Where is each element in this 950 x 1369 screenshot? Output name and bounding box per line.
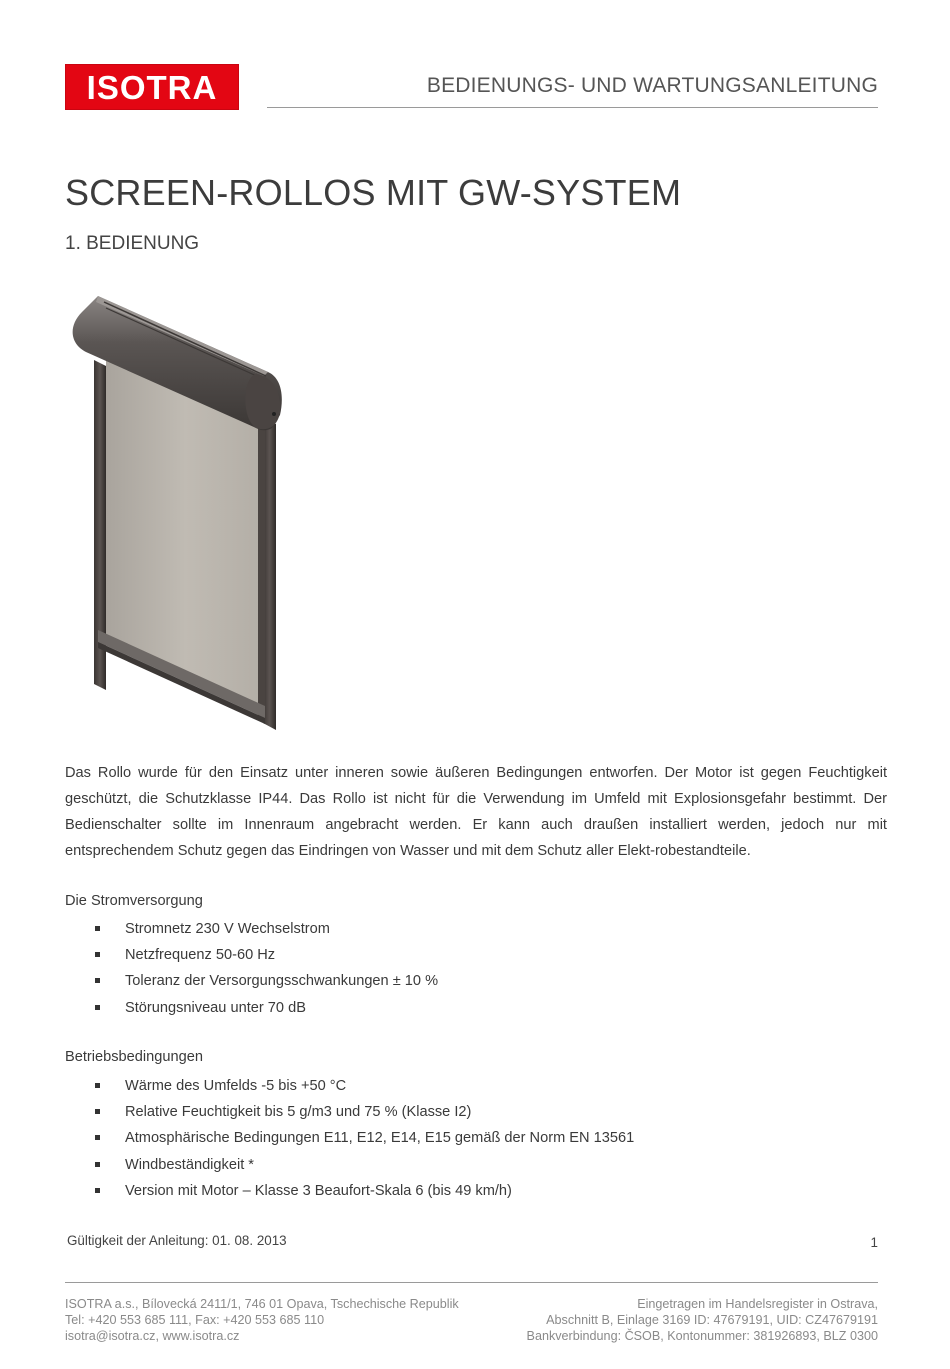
bullet-icon <box>95 926 100 931</box>
list-item: Atmosphärische Bedingungen E11, E12, E14, E15 gemäß der Norm EN 13561 <box>95 1125 855 1151</box>
list-item: Version mit Motor – Klasse 3 Beaufort-Skala 6 (bis 49 km/h) <box>95 1178 855 1204</box>
company-address <box>65 1296 459 1344</box>
list-item: Stromnetz 230 V Wechselstrom <box>95 916 855 942</box>
bullet-icon <box>95 1083 100 1088</box>
validity-date: Gültigkeit der Anleitung: 01. 08. 2013 <box>67 1233 287 1248</box>
roller-blind-image <box>60 290 290 735</box>
list-item: Toleranz der Versorgungsschwankungen ± 10 % <box>95 968 855 994</box>
footer-line: Eingetragen im Handelsregister in Ostrava, <box>637 1297 878 1311</box>
bullet-icon <box>95 1005 100 1010</box>
bullet-icon <box>95 1109 100 1114</box>
list-item: Windbeständigkeit * <box>95 1152 855 1178</box>
list-item: Netzfrequenz 50-60 Hz <box>95 942 855 968</box>
footer-line: isotra@isotra.cz, www.isotra.cz <box>65 1329 240 1343</box>
list-item: Störungsniveau unter 70 dB <box>95 995 855 1021</box>
header-divider <box>267 107 878 108</box>
operating-conditions-heading: Betriebsbedingungen <box>65 1049 203 1065</box>
page-number: 1 <box>870 1235 878 1250</box>
bullet-icon <box>95 978 100 983</box>
bullet-icon <box>95 1135 100 1140</box>
bullet-icon <box>95 952 100 957</box>
footer-divider <box>65 1282 878 1283</box>
list-item: Wärme des Umfelds -5 bis +50 °C <box>95 1073 855 1099</box>
page-title: SCREEN-ROLLOS MIT GW-SYSTEM <box>65 172 682 213</box>
power-supply-heading: Die Stromversorgung <box>65 893 203 909</box>
footer-line: ISOTRA a.s., Bílovecká 2411/1, 746 01 Opava, Tschechische Republik <box>65 1297 459 1311</box>
logo-text: ISOTRA <box>86 68 218 106</box>
power-supply-list <box>95 916 855 1021</box>
company-registration <box>527 1296 878 1344</box>
bullet-icon <box>95 1162 100 1167</box>
bullet-icon <box>95 1188 100 1193</box>
operating-conditions-list <box>95 1073 855 1204</box>
footer-line: Abschnitt B, Einlage 3169 ID: 47679191, UID: CZ47679191 <box>546 1313 878 1327</box>
footer-line: Bankverbindung: ČSOB, Kontonummer: 381926893, BLZ 0300 <box>526 1329 878 1343</box>
list-item: Relative Feuchtigkeit bis 5 g/m3 und 75 % (Klasse I2) <box>95 1099 855 1125</box>
footer-line: Tel: +420 553 685 111, Fax: +420 553 685 110 <box>65 1313 325 1327</box>
intro-paragraph: Das Rollo wurde für den Einsatz unter inneren sowie äußeren Bedingungen entworfen. Der Motor ist gegen Feuchtigkeit geschützt, die Schutzklasse IP44. Das Rollo ist nicht für die Verwendung im Umfeld mit Explosionsgefahr bestimmt. Der Bedienschalter sollte im Innenraum angebracht werden. Er kann auch draußen installiert werden, jedoch nur mit entsprechendem Schutz gegen das Eindringen von Wasser und mit dem Schutz aller Elekt-robestandteile. <box>65 765 887 859</box>
isotra-logo <box>65 64 239 110</box>
document-type-heading: BEDIENUNGS- UND WARTUNGSANLEITUNG <box>426 74 878 97</box>
section-heading: 1. BEDIENUNG <box>65 233 200 254</box>
